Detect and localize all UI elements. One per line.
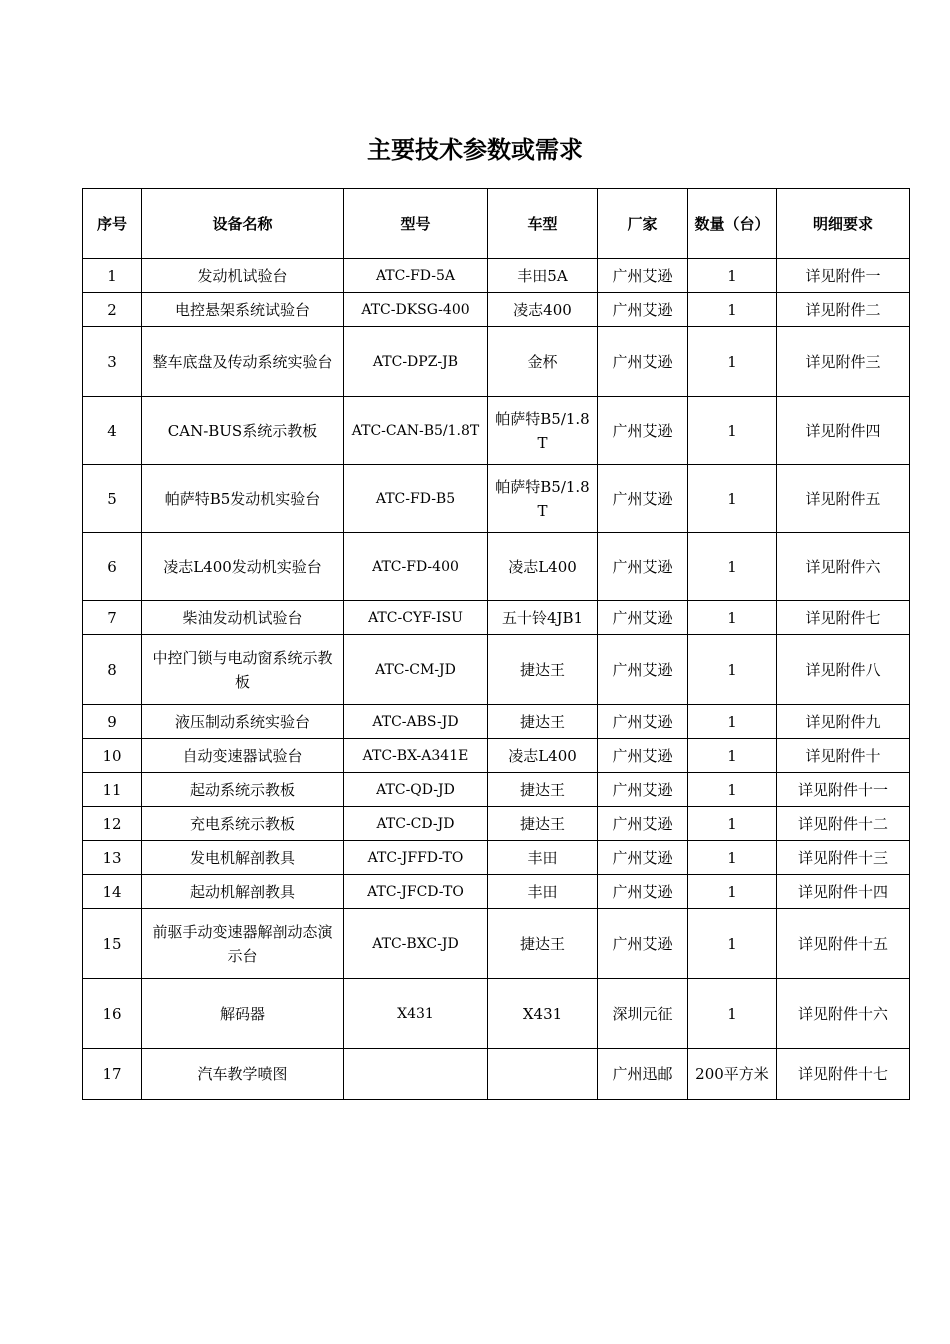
cell-qty: 1 xyxy=(688,259,777,293)
cell-qty: 1 xyxy=(688,739,777,773)
cell-model: ATC-QD-JD xyxy=(344,773,488,807)
table-body xyxy=(83,259,910,1100)
cell-detail: 详见附件十七 xyxy=(777,1049,910,1100)
cell-maker: 广州艾逊 xyxy=(598,533,688,601)
table-row xyxy=(83,773,910,807)
cell-seq: 10 xyxy=(83,739,142,773)
cell-qty: 1 xyxy=(688,635,777,705)
cell-seq: 9 xyxy=(83,705,142,739)
cell-name: 发动机试验台 xyxy=(142,259,344,293)
cell-model: ATC-FD-B5 xyxy=(344,465,488,533)
cell-seq: 16 xyxy=(83,979,142,1049)
cell-name: 起动机解剖教具 xyxy=(142,875,344,909)
table-row xyxy=(83,909,910,979)
cell-seq: 8 xyxy=(83,635,142,705)
cell-qty: 1 xyxy=(688,807,777,841)
cell-qty: 1 xyxy=(688,841,777,875)
cell-detail: 详见附件十六 xyxy=(777,979,910,1049)
cell-seq: 15 xyxy=(83,909,142,979)
cell-name: 解码器 xyxy=(142,979,344,1049)
cell-name: 中控门锁与电动窗系统示教板 xyxy=(142,635,344,705)
cell-seq: 1 xyxy=(83,259,142,293)
cell-seq: 11 xyxy=(83,773,142,807)
table-row xyxy=(83,635,910,705)
header-detail: 明细要求 xyxy=(777,189,910,259)
cell-name: 充电系统示教板 xyxy=(142,807,344,841)
cell-detail: 详见附件十三 xyxy=(777,841,910,875)
cell-name: 帕萨特B5发动机实验台 xyxy=(142,465,344,533)
cell-detail: 详见附件十二 xyxy=(777,807,910,841)
cell-model: ATC-BXC-JD xyxy=(344,909,488,979)
cell-qty: 1 xyxy=(688,705,777,739)
cell-seq: 2 xyxy=(83,293,142,327)
cell-vehicle: X431 xyxy=(488,979,598,1049)
cell-vehicle: 金杯 xyxy=(488,327,598,397)
table-row xyxy=(83,397,910,465)
cell-vehicle: 捷达王 xyxy=(488,635,598,705)
header-model: 型号 xyxy=(344,189,488,259)
cell-vehicle: 捷达王 xyxy=(488,705,598,739)
cell-maker: 广州艾逊 xyxy=(598,397,688,465)
cell-model xyxy=(344,1049,488,1100)
cell-qty: 1 xyxy=(688,327,777,397)
cell-detail: 详见附件四 xyxy=(777,397,910,465)
cell-vehicle: 凌志400 xyxy=(488,293,598,327)
cell-qty: 1 xyxy=(688,601,777,635)
cell-name: 起动系统示教板 xyxy=(142,773,344,807)
cell-maker: 深圳元征 xyxy=(598,979,688,1049)
cell-seq: 13 xyxy=(83,841,142,875)
cell-name: CAN-BUS系统示教板 xyxy=(142,397,344,465)
cell-vehicle: 帕萨特B5/1.8T xyxy=(488,465,598,533)
cell-qty: 1 xyxy=(688,465,777,533)
cell-maker: 广州艾逊 xyxy=(598,841,688,875)
cell-maker: 广州艾逊 xyxy=(598,807,688,841)
spec-table xyxy=(82,188,910,1100)
cell-detail: 详见附件二 xyxy=(777,293,910,327)
cell-detail: 详见附件七 xyxy=(777,601,910,635)
table-row xyxy=(83,601,910,635)
cell-seq: 7 xyxy=(83,601,142,635)
cell-maker: 广州迅邮 xyxy=(598,1049,688,1100)
cell-name: 发电机解剖教具 xyxy=(142,841,344,875)
cell-model: ATC-CM-JD xyxy=(344,635,488,705)
header-seq: 序号 xyxy=(83,189,142,259)
cell-maker: 广州艾逊 xyxy=(598,601,688,635)
cell-maker: 广州艾逊 xyxy=(598,327,688,397)
page-title: 主要技术参数或需求 xyxy=(367,136,583,164)
cell-detail: 详见附件十四 xyxy=(777,875,910,909)
cell-model: X431 xyxy=(344,979,488,1049)
table-row xyxy=(83,875,910,909)
cell-model: ATC-ABS-JD xyxy=(344,705,488,739)
cell-detail: 详见附件九 xyxy=(777,705,910,739)
table-row xyxy=(83,293,910,327)
cell-qty: 1 xyxy=(688,875,777,909)
cell-model: ATC-DKSG-400 xyxy=(344,293,488,327)
cell-seq: 12 xyxy=(83,807,142,841)
cell-model: ATC-BX-A341E xyxy=(344,739,488,773)
header-maker: 厂家 xyxy=(598,189,688,259)
header-qty: 数量（台） xyxy=(688,189,777,259)
cell-maker: 广州艾逊 xyxy=(598,909,688,979)
cell-vehicle xyxy=(488,1049,598,1100)
header-row xyxy=(83,189,910,259)
cell-seq: 14 xyxy=(83,875,142,909)
cell-qty: 1 xyxy=(688,397,777,465)
cell-vehicle: 捷达王 xyxy=(488,909,598,979)
cell-name: 电控悬架系统试验台 xyxy=(142,293,344,327)
cell-maker: 广州艾逊 xyxy=(598,773,688,807)
cell-model: ATC-JFFD-TO xyxy=(344,841,488,875)
header-name: 设备名称 xyxy=(142,189,344,259)
cell-qty: 1 xyxy=(688,909,777,979)
cell-detail: 详见附件十 xyxy=(777,739,910,773)
cell-name: 整车底盘及传动系统实验台 xyxy=(142,327,344,397)
cell-detail: 详见附件六 xyxy=(777,533,910,601)
cell-qty: 1 xyxy=(688,773,777,807)
table-row xyxy=(83,1049,910,1100)
cell-vehicle: 丰田 xyxy=(488,841,598,875)
cell-vehicle: 帕萨特B5/1.8T xyxy=(488,397,598,465)
cell-detail: 详见附件十五 xyxy=(777,909,910,979)
cell-seq: 4 xyxy=(83,397,142,465)
cell-seq: 17 xyxy=(83,1049,142,1100)
cell-qty: 200平方米 xyxy=(688,1049,777,1100)
cell-name: 汽车教学喷图 xyxy=(142,1049,344,1100)
cell-vehicle: 凌志L400 xyxy=(488,739,598,773)
cell-model: ATC-CAN-B5/1.8T xyxy=(344,397,488,465)
cell-qty: 1 xyxy=(688,293,777,327)
cell-seq: 5 xyxy=(83,465,142,533)
cell-model: ATC-FD-5A xyxy=(344,259,488,293)
cell-vehicle: 五十铃4JB1 xyxy=(488,601,598,635)
cell-detail: 详见附件八 xyxy=(777,635,910,705)
table-row xyxy=(83,807,910,841)
cell-name: 液压制动系统实验台 xyxy=(142,705,344,739)
cell-name: 凌志L400发动机实验台 xyxy=(142,533,344,601)
cell-name: 前驱手动变速器解剖动态演示台 xyxy=(142,909,344,979)
table-row xyxy=(83,979,910,1049)
cell-vehicle: 丰田5A xyxy=(488,259,598,293)
table-row xyxy=(83,259,910,293)
cell-name: 自动变速器试验台 xyxy=(142,739,344,773)
cell-qty: 1 xyxy=(688,533,777,601)
cell-model: ATC-FD-400 xyxy=(344,533,488,601)
cell-maker: 广州艾逊 xyxy=(598,465,688,533)
table-row xyxy=(83,327,910,397)
cell-qty: 1 xyxy=(688,979,777,1049)
cell-model: ATC-DPZ-JB xyxy=(344,327,488,397)
cell-vehicle: 捷达王 xyxy=(488,807,598,841)
table-row xyxy=(83,533,910,601)
cell-maker: 广州艾逊 xyxy=(598,875,688,909)
cell-maker: 广州艾逊 xyxy=(598,739,688,773)
cell-model: ATC-CD-JD xyxy=(344,807,488,841)
cell-vehicle: 捷达王 xyxy=(488,773,598,807)
cell-model: ATC-JFCD-TO xyxy=(344,875,488,909)
table-row xyxy=(83,841,910,875)
cell-name: 柴油发动机试验台 xyxy=(142,601,344,635)
table-row xyxy=(83,705,910,739)
cell-maker: 广州艾逊 xyxy=(598,259,688,293)
cell-model: ATC-CYF-ISU xyxy=(344,601,488,635)
table-row xyxy=(83,739,910,773)
table-row xyxy=(83,465,910,533)
cell-maker: 广州艾逊 xyxy=(598,293,688,327)
cell-detail: 详见附件一 xyxy=(777,259,910,293)
cell-vehicle: 凌志L400 xyxy=(488,533,598,601)
cell-seq: 3 xyxy=(83,327,142,397)
cell-maker: 广州艾逊 xyxy=(598,635,688,705)
cell-detail: 详见附件十一 xyxy=(777,773,910,807)
cell-detail: 详见附件三 xyxy=(777,327,910,397)
cell-maker: 广州艾逊 xyxy=(598,705,688,739)
cell-seq: 6 xyxy=(83,533,142,601)
header-vehicle: 车型 xyxy=(488,189,598,259)
cell-detail: 详见附件五 xyxy=(777,465,910,533)
cell-vehicle: 丰田 xyxy=(488,875,598,909)
